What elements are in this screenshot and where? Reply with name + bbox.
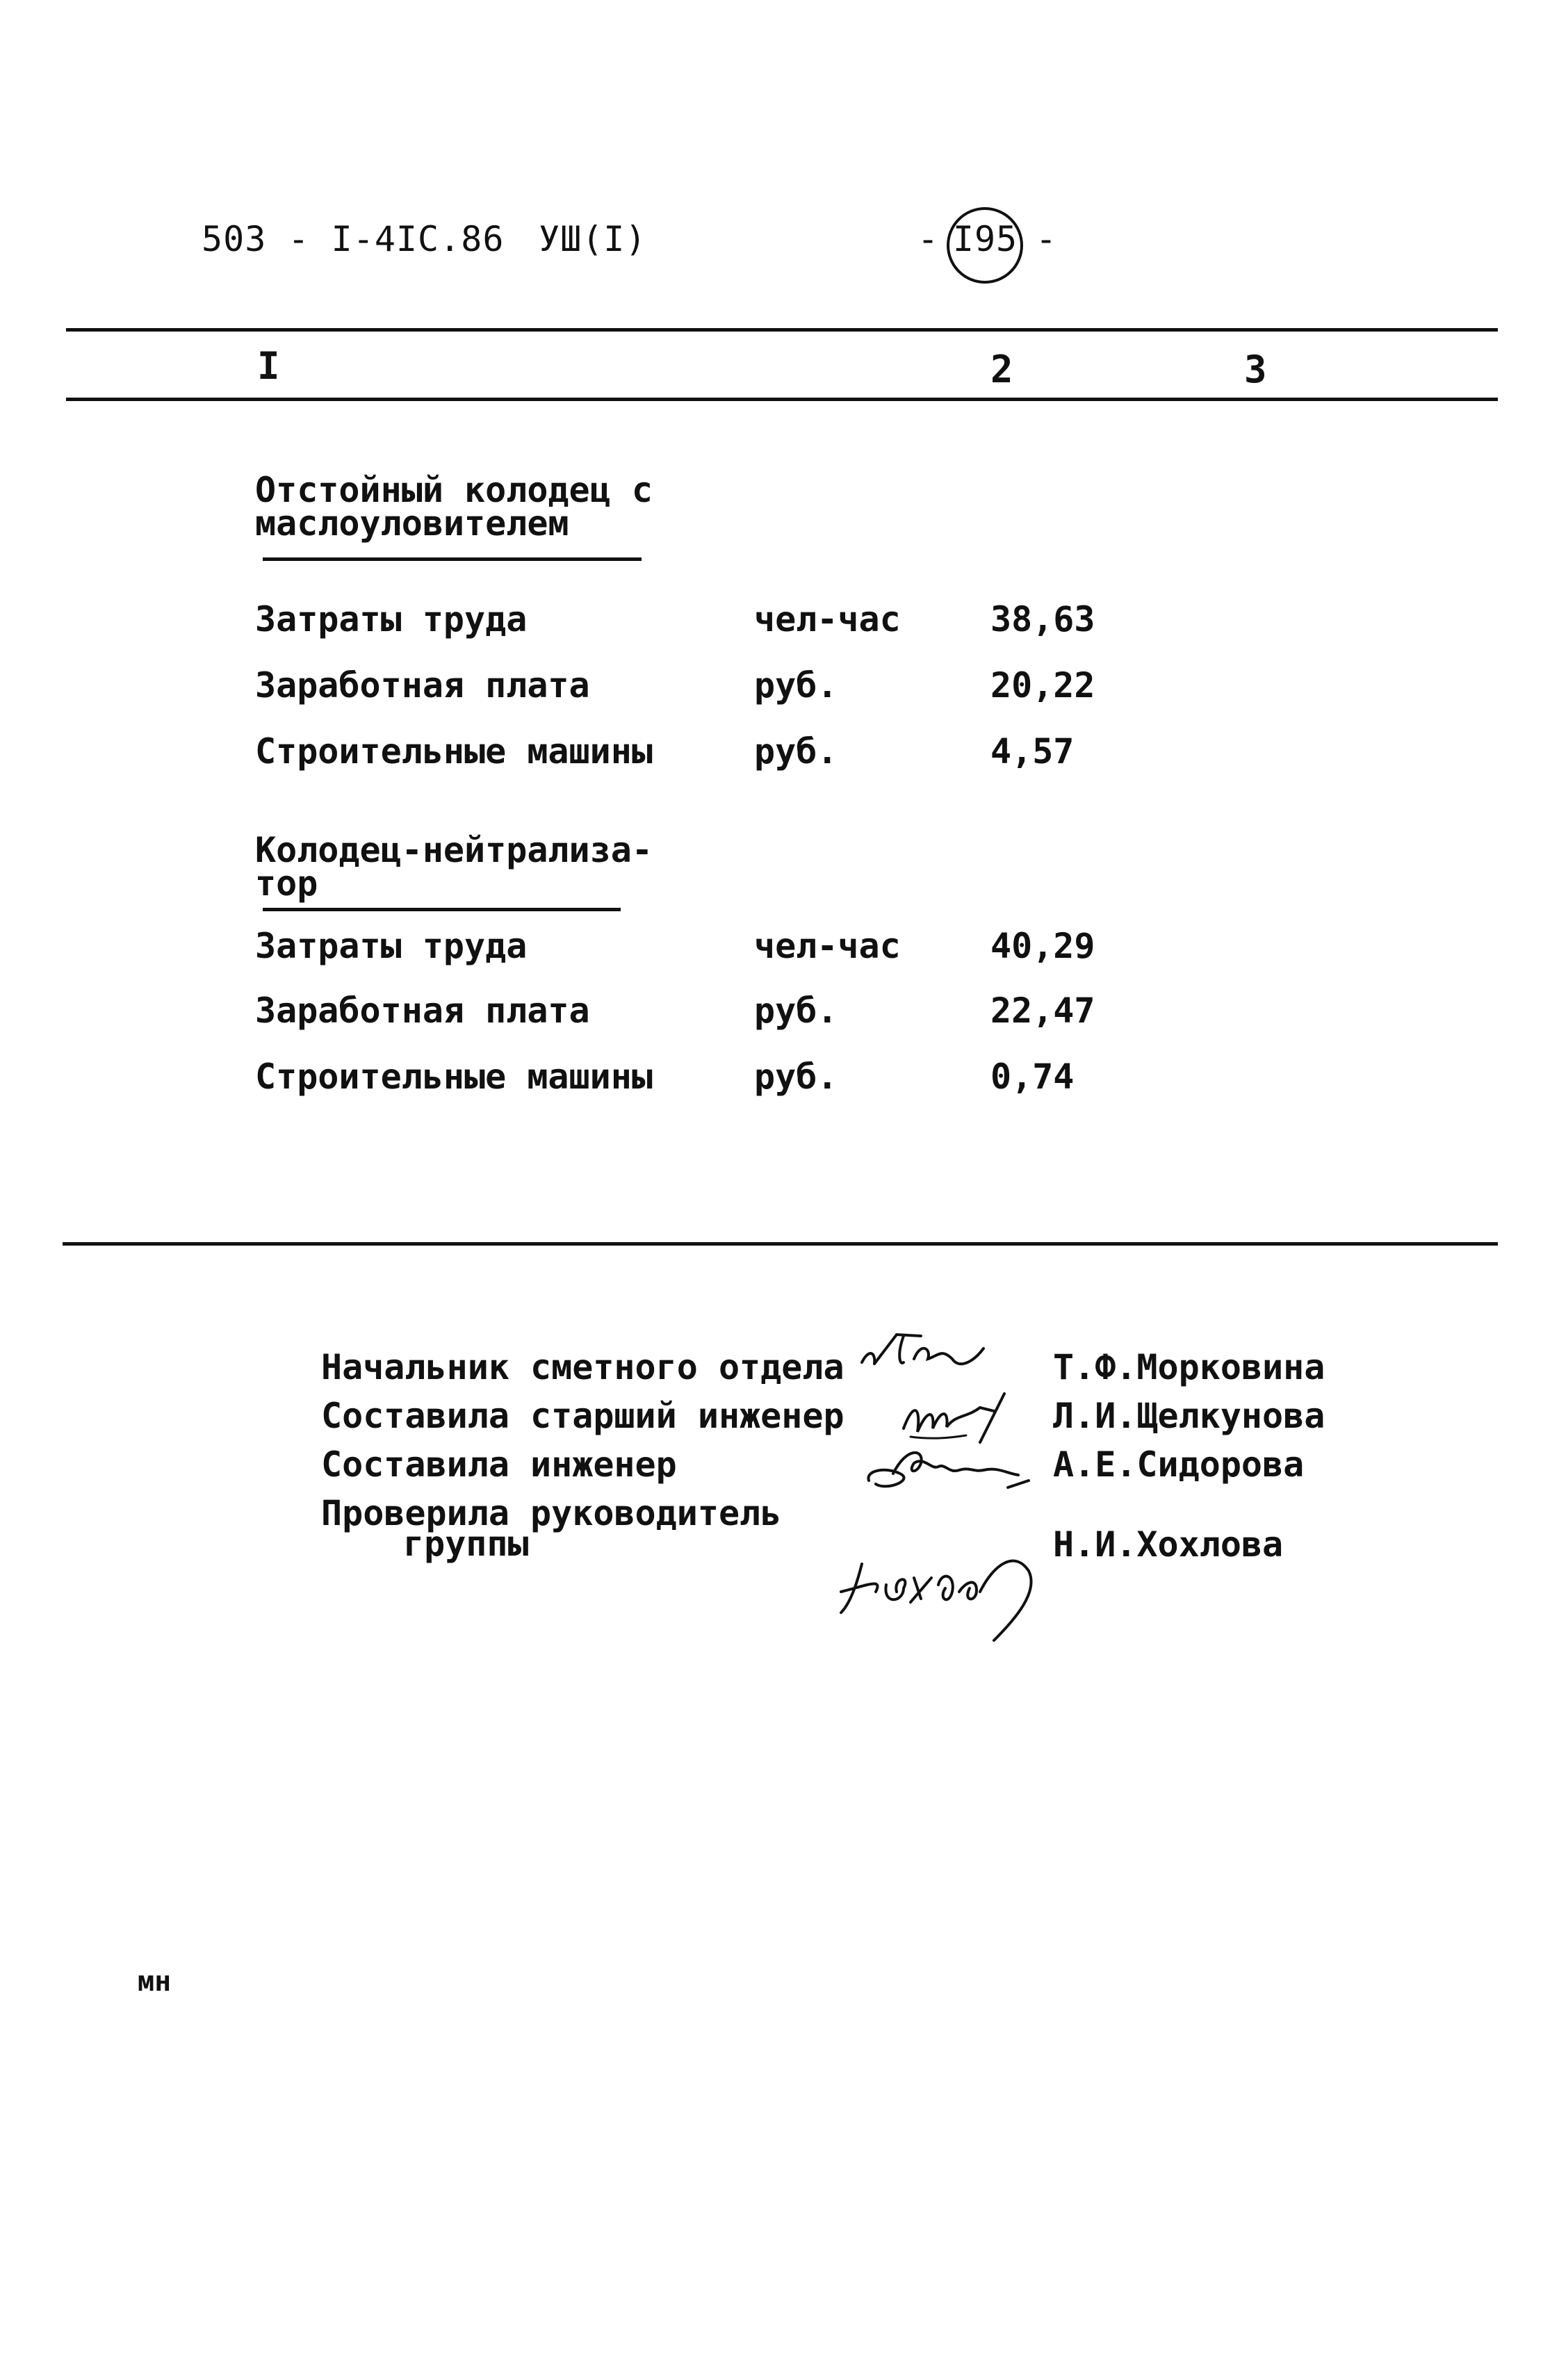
signatory-name: Т.Ф.Морковина (1053, 1347, 1325, 1387)
signature-role: Составила инженер (321, 1444, 677, 1485)
page-number-suffix: - (1036, 219, 1058, 259)
footer-mark: мн (138, 1966, 172, 1998)
row-value: 38,63 (990, 599, 1095, 639)
signature-role: Составила старший инженер (321, 1396, 844, 1436)
row-name: Заработная плата (255, 665, 590, 706)
section-title-continued: маслоуловителем (255, 503, 569, 544)
table-top-rule (66, 328, 1498, 332)
album-number: УШ(I) (539, 219, 647, 259)
row-unit: руб. (754, 1057, 838, 1097)
row-name: Строительные машины (255, 731, 653, 772)
row-value: 40,29 (990, 926, 1095, 966)
section-underline (263, 557, 642, 561)
section-underline (263, 908, 621, 911)
page-number: I95 (952, 219, 1018, 259)
row-value: 20,22 (990, 665, 1095, 706)
row-name: Затраты труда (255, 599, 528, 639)
document-code: 503 - I-4IC.86 (202, 219, 505, 259)
signature-role: Начальник сметного отдела (321, 1347, 844, 1387)
signatory-name: Л.И.Щелкунова (1053, 1396, 1325, 1436)
column-header-1: I (257, 344, 280, 388)
page-number-prefix: - (917, 219, 940, 259)
row-value: 4,57 (990, 731, 1075, 772)
section-title: Отстойный колодец с (255, 470, 653, 510)
handwritten-signature-4 (827, 1508, 1050, 1654)
column-header-3: 3 (1244, 348, 1267, 391)
row-value: 22,47 (990, 991, 1095, 1031)
signature-role: Проверила руководитель (321, 1493, 782, 1533)
row-unit: чел-час (754, 926, 901, 966)
table-bottom-rule (63, 1242, 1498, 1246)
section-title: Колодец-нейтрализа- (255, 830, 653, 870)
table-header-rule (66, 398, 1498, 401)
row-unit: чел-час (754, 599, 901, 639)
row-unit: руб. (754, 731, 838, 772)
row-name: Затраты труда (255, 926, 528, 966)
column-header-2: 2 (990, 348, 1013, 391)
signatory-name: Н.И.Хохлова (1053, 1524, 1284, 1565)
row-unit: руб. (754, 991, 838, 1031)
row-name: Заработная плата (255, 991, 590, 1031)
signature-role-continued: группы (403, 1524, 529, 1564)
handwritten-signature-3 (858, 1432, 1039, 1508)
handwritten-signature-1 (855, 1321, 994, 1383)
row-name: Строительные машины (255, 1057, 653, 1097)
row-value: 0,74 (990, 1057, 1075, 1097)
row-unit: руб. (754, 665, 838, 706)
section-title-continued: тор (255, 863, 318, 904)
signatory-name: А.Е.Сидорова (1053, 1444, 1305, 1485)
